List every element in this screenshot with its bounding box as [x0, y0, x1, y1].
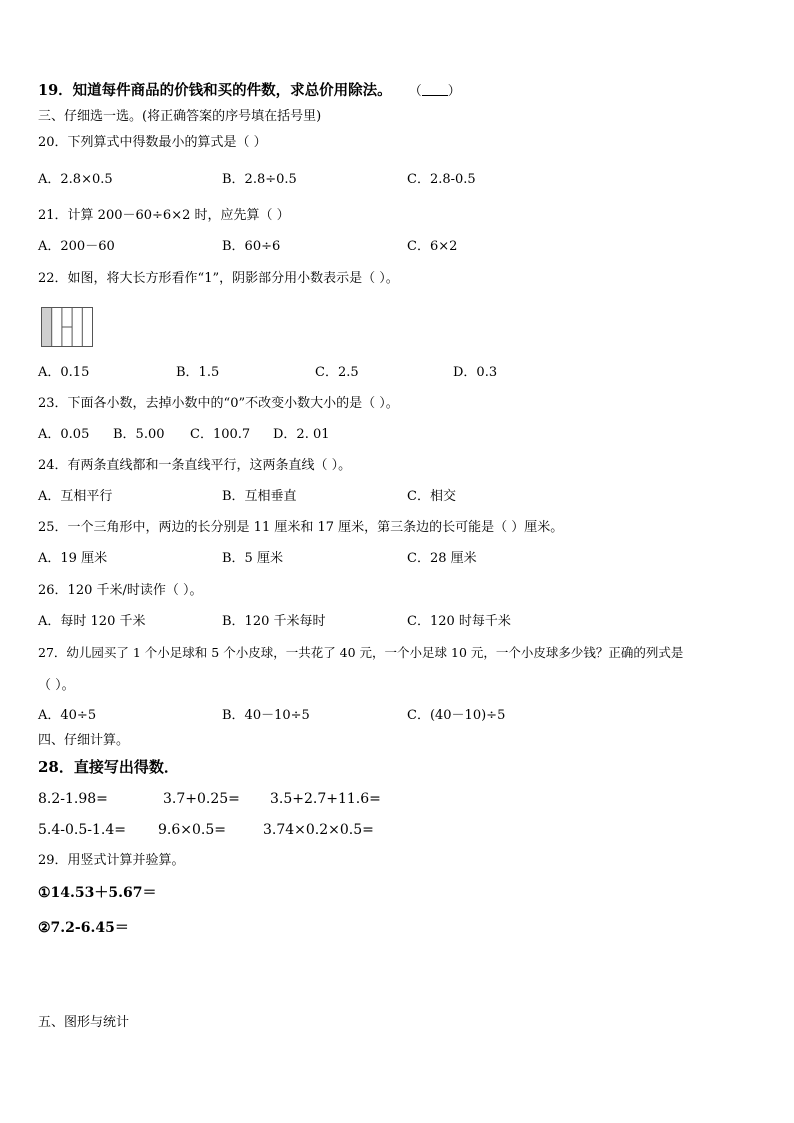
question-21: 21．计算 200－60÷6×2 时，应先算（ ） — [38, 208, 290, 223]
q25-option-c[interactable]: C．28 厘米 — [407, 551, 477, 566]
q21-option-c[interactable]: C．6×2 — [407, 239, 458, 254]
q29-item-2: ②7.2-6.45＝ — [38, 920, 129, 936]
rectangle-figure — [41, 307, 93, 347]
section-3-heading: 三、仔细选一选。(将正确答案的序号填在括号里) — [38, 109, 322, 124]
q22-option-b[interactable]: B．1.5 — [176, 365, 220, 380]
q23-option-c[interactable]: C．100.7 — [190, 427, 251, 442]
q29-item-1: ①14.53＋5.67＝ — [38, 885, 157, 901]
q20-option-c[interactable]: C．2.8-0.5 — [407, 172, 476, 187]
question-25: 25．一个三角形中，两边的长分别是 11 厘米和 17 厘米，第三条边的长可能是（ ）厘米。 — [38, 520, 564, 535]
q22-option-a[interactable]: A．0.15 — [38, 365, 90, 380]
question-27-cont: （ ）。 — [38, 678, 75, 693]
q27-option-b[interactable]: B．40－10÷5 — [222, 708, 310, 723]
question-19 — [38, 83, 461, 100]
calc-r2c1: 5.4-0.5-1.4= — [38, 822, 126, 838]
q26-option-b[interactable]: B．120 千米每时 — [222, 614, 326, 629]
q23-option-b[interactable]: B．5.00 — [113, 427, 165, 442]
question-29-title: 29．用竖式计算并验算。 — [38, 853, 185, 868]
q24-option-a[interactable]: A．互相平行 — [38, 489, 113, 504]
calc-r1c3: 3.5+2.7+11.6= — [270, 791, 381, 807]
q27-option-a[interactable]: A．40÷5 — [38, 708, 97, 723]
question-23: 23．下面各小数，去掉小数中的“0”不改变小数大小的是（ ）。 — [38, 396, 399, 411]
q24-option-c[interactable]: C．相交 — [407, 489, 456, 504]
calc-r2c3: 3.74×0.2×0.5= — [263, 822, 374, 838]
q20-option-b[interactable]: B．2.8÷0.5 — [222, 172, 297, 187]
q25-option-b[interactable]: B．5 厘米 — [222, 551, 283, 566]
question-26: 26．120 千米/时读作（ ）。 — [38, 583, 203, 598]
q23-option-d[interactable]: D．2. 01 — [273, 427, 330, 442]
section-4-heading: 四、仔细计算。 — [38, 733, 130, 748]
q27-option-c[interactable]: C．(40－10)÷5 — [407, 708, 506, 723]
q26-option-a[interactable]: A．每时 120 千米 — [38, 614, 146, 629]
q22-option-c[interactable]: C．2.5 — [315, 365, 359, 380]
q26-option-c[interactable]: C．120 时每千米 — [407, 614, 511, 629]
blank-line — [422, 83, 448, 96]
question-28-title: 28．直接写出得数． — [38, 758, 179, 776]
q22-option-d[interactable]: D．0.3 — [453, 365, 498, 380]
q24-option-b[interactable]: B．互相垂直 — [222, 489, 297, 504]
question-22: 22．如图，将大长方形看作“1”，阴影部分用小数表示是（ ）。 — [38, 271, 399, 286]
q20-option-a[interactable]: A．2.8×0.5 — [38, 172, 113, 187]
question-20: 20．下列算式中得数最小的算式是（ ） — [38, 135, 267, 150]
calc-r1c2: 3.7+0.25= — [163, 791, 240, 807]
q23-option-a[interactable]: A．0.05 — [38, 427, 90, 442]
q21-option-b[interactable]: B．60÷6 — [222, 239, 281, 254]
question-24: 24．有两条直线都和一条直线平行，这两条直线（ ）。 — [38, 458, 352, 473]
shaded-strip — [42, 308, 52, 347]
section-5-heading: 五、图形与统计 — [38, 1015, 130, 1030]
calc-r2c2: 9.6×0.5= — [158, 822, 226, 838]
calc-r1c1: 8.2-1.98= — [38, 791, 108, 807]
paren-open: （ — [408, 84, 422, 99]
q21-option-a[interactable]: A．200－60 — [38, 239, 115, 254]
question-27: 27．幼儿园买了 1 个小足球和 5 个小皮球，一共花了 40 元，一个小足球 10 元，一个小皮球多少钱？正确的列式是 — [38, 645, 684, 660]
answer-blank[interactable] — [409, 84, 461, 99]
q25-option-a[interactable]: A．19 厘米 — [38, 551, 108, 566]
question-19-text: 19．知道每件商品的价钱和买的件数，求总价用除法。 — [38, 82, 392, 99]
paren-close: ） — [447, 84, 461, 99]
